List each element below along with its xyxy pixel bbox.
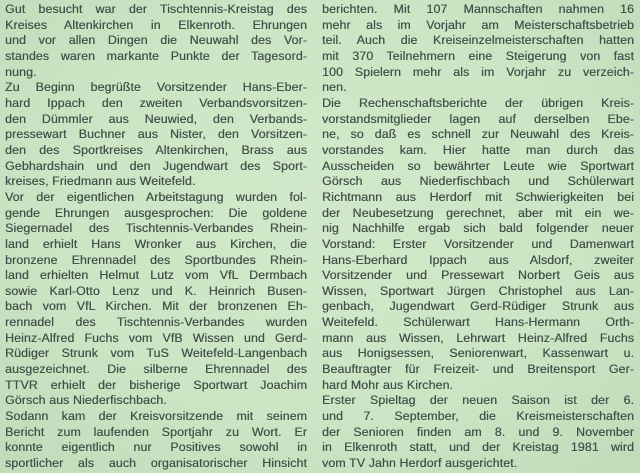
text-line: Görsch aus Niederfischbach und Schülerwart: [322, 174, 634, 189]
text-line: gende Ehrungen ausgesprochen: Die goldene: [5, 205, 307, 220]
text-line: und 7. September, die Kreismeisterschaften: [322, 409, 634, 424]
text-line: sowie Karl-Otto Lenz und K. Heinrich Busen-: [5, 283, 307, 298]
text-line: in Elkenroth statt, und der Kreistag 1981 wird: [322, 440, 634, 455]
text-line: der Neubesetzung gerechnet, aber mit ein we-: [322, 205, 634, 220]
text-line: teil. Auch die Kreiseinzelmeisterschaften hatten: [322, 33, 634, 48]
text-line: bronzene Ehrennadel des Sportbundes Rhein-: [5, 252, 307, 267]
text-line: und vor allen Dingen die Neuwahl des Vor-: [5, 33, 307, 48]
text-line: Vorstand: Erster Vorsitzender und Damenwart: [322, 236, 634, 251]
text-line: mit 370 Teilnehmern eine Steigerung von fast: [322, 48, 634, 63]
text-line: Gebhardshain und den Jugendwart des Sport-: [5, 158, 307, 173]
text-line: genbach, Jugendwart Gerd-Rüdiger Strunk aus: [322, 299, 634, 314]
text-line: Bericht zum laufenden Sportjahr zu Wort. Er: [5, 424, 307, 439]
text-line: Sodann kam der Kreisvorsitzende mit seinem: [5, 409, 307, 424]
text-line: Richtmann aus Herdorf mit Schwierigkeiten bei: [322, 189, 634, 204]
text-line: rennadel des Tischtennis-Verbandes wurden: [5, 315, 307, 330]
text-line: Erster Spieltag der neuen Saison ist der 6.: [322, 393, 634, 408]
text-line: Beauftragter für Freizeit- und Breitensport Ger-: [322, 362, 634, 377]
text-line: vom TV Jahn Herdorf ausgerichtet.: [322, 456, 518, 471]
article-column-right: [322, 2, 634, 473]
text-line: hard Mohr aus Kirchen.: [322, 377, 453, 392]
text-line: hard Ippach den zweiten Verbandsvorsitzen-: [5, 95, 307, 110]
text-line: nung.: [5, 64, 37, 79]
text-line: Ausscheiden so bewährter Leute wie Sportwart: [322, 158, 634, 173]
text-line: nen.: [322, 80, 347, 95]
text-line: konnte eigentlich nur Positives sowohl in: [5, 440, 307, 455]
text-line: den Dümmler aus Neuwied, den Verbands-: [5, 111, 307, 126]
text-line: Rüdiger Strunk vom TuS Weitefeld-Langenbach: [5, 346, 307, 361]
text-line: standes waren markante Punkte der Tagesord-: [5, 48, 307, 63]
text-line: Weitefeld. Schülerwart Hans-Hermann Orth-: [322, 315, 634, 330]
text-line: nig Nachhilfe ergab sich bald folgender neuer: [322, 221, 634, 236]
text-line: Vor der eigentlichen Arbeitstagung wurden fol-: [5, 189, 307, 204]
text-line: Görsch aus Niederfischbach.: [5, 393, 167, 408]
text-line: der Senioren finden am 8. und 9. November: [322, 424, 634, 439]
text-line: Kreises Altenkirchen in Elkenroth. Ehrungen: [5, 17, 307, 32]
text-line: mehr als im Vorjahr am Meisterschaftsbetrieb: [322, 17, 634, 32]
text-line: land erhielt Hans Wronker aus Kirchen, die: [5, 236, 307, 251]
text-line: ne, so daß es schnell zur Neuwahl des Kreis-: [322, 127, 634, 142]
article-column-left: [5, 2, 307, 473]
text-line: den des Sportkreises Altenkirchen, Brass aus: [5, 142, 307, 157]
text-line: kreises, Friedmann aus Weitefeld.: [5, 174, 196, 189]
text-line: aus Honigsessen, Seniorenwart, Kassenwart u.: [322, 346, 634, 361]
text-line: pressewart Buchner aus Nister, den Vorsitzen-: [5, 127, 307, 142]
text-line: 100 Spielern mehr als im Vorjahr zu verzeich-: [322, 64, 634, 79]
text-line: bach vom VfL Kirchen. Mit der bronzenen Eh-: [5, 299, 307, 314]
text-line: mann aus Wissen, Lehrwart Heinz-Alfred Fuchs: [322, 330, 634, 345]
text-line: berichten. Mit 107 Mannschaften nahmen 16: [322, 2, 634, 16]
text-line: Siegernadel des Tischtennis-Verbandes Rhein-: [5, 221, 307, 236]
text-line: vorstandsmitglieder lagen auf derselben Ebe-: [322, 111, 634, 126]
text-line: Zu Beginn begrüßte Vorsitzender Hans-Eber-: [5, 80, 307, 95]
text-line: ausgezeichnet. Die silberne Ehrennadel des: [5, 362, 307, 377]
text-line: Hans-Eberhard Ippach aus Alsdorf, zweiter: [322, 252, 634, 267]
text-line: Heinz-Alfred Fuchs vom VfB Wissen und Gerd-: [5, 330, 307, 345]
text-line: TTVR erhielt der bisherige Sportwart Joachim: [5, 377, 307, 392]
text-line: Gut besucht war der Tischtennis-Kreistag des: [5, 2, 307, 16]
text-line: Die Rechenschaftsberichte der übrigen Kreis-: [322, 95, 634, 110]
text-line: land erhielten Helmut Lutz vom VfL Dermbach: [5, 268, 307, 283]
text-line: sportlicher als auch organisatorischer Hinsicht: [5, 456, 307, 471]
text-line: Vorsitzender und Pressewart Norbert Geis aus: [322, 268, 634, 283]
text-line: Wissen, Sportwart Jürgen Christophel aus Lan-: [322, 283, 634, 298]
text-line: vorstandes kam. Hier hatte man durch das: [322, 142, 634, 157]
